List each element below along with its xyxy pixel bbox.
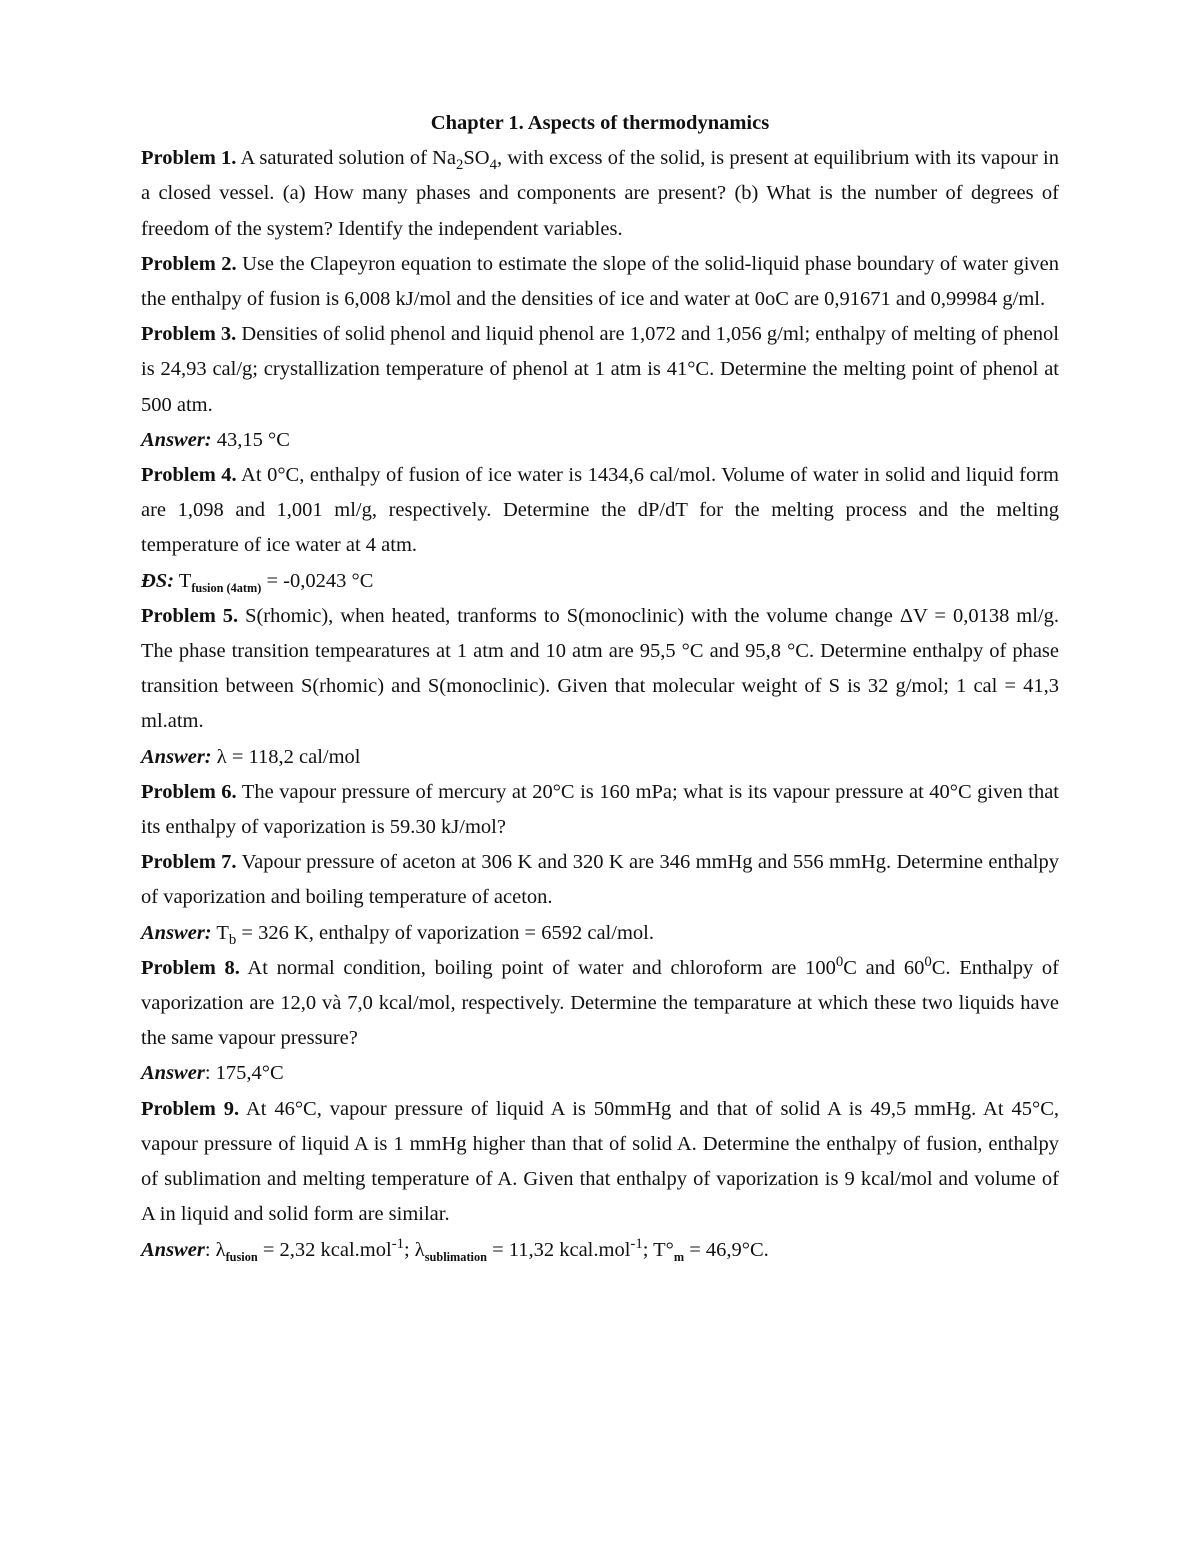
problem-2 [141, 247, 1059, 317]
answer-label: Answer: [141, 921, 212, 944]
answer-4: ĐS: $T_{fusion (4atm)} = -0,0243$ °C [141, 569, 374, 595]
problem-label: Problem 6. [141, 780, 237, 803]
problem-text: At 0°C, enthalpy of fusion of ice water is 1434,6 cal/mol. Volume of water in solid and liquid form are 1,098 and 1,001 ml/g, respectively. Determine the dP/dT for the melting process and the melting temperature of ice water at 4 atm. [141, 464, 1059, 557]
answer-label: Answer [141, 1238, 205, 1261]
problem-label: Problem 7. [141, 851, 237, 874]
problem-label: Problem 3. [141, 323, 237, 346]
problem-text: Use the Clapeyron equation to estimate the slope of the solid-liquid phase boundary of water given the enthalpy of fusion is 6,008 kJ/mol and the densities of ice and water at 0oC are 0,91671 and 0,99984 g/ml. [141, 252, 1059, 311]
answer-label: Answer [141, 1062, 205, 1085]
answer-text: 43,15 °C [211, 428, 290, 451]
answer-label: ĐS: [141, 569, 175, 592]
answer-3 [141, 423, 1059, 458]
problem-3 [141, 317, 1059, 423]
problem-4 [141, 458, 1059, 564]
problem-text: The vapour pressure of mercury at 20°C is 160 mPa; what is its vapour pressure at 40°C given that its enthalpy of vaporization is 59.30 kJ/mol? [141, 780, 1059, 839]
answer-text: λ = 118,2 cal/mol [211, 745, 361, 768]
answer-9: Answer: $\lambda_{fusion} = 2,32$ kcal.mol$^{-1}$; $\lambda_{sublimation} = 11,32$ kcal.mol$^{-1}$; $T^\circ_m = 46,9^\circ C$. [141, 1235, 769, 1264]
problem-6 [141, 775, 1059, 845]
problem-text: C. Enthalpy of vaporization are 12,0 và 7,0 kcal/mol, respectively. Determine the temparature at which these two liquids have the same vapour pressure? [141, 956, 1059, 1050]
problem-9 [141, 1092, 1059, 1233]
answer-text: : 175,4°C [204, 1062, 284, 1085]
answer-5 [141, 740, 1059, 775]
problem-label: Problem 1. [141, 147, 237, 170]
answer-8 [141, 1056, 1059, 1091]
problem-text: Densities of solid phenol and liquid phenol are 1,072 and 1,056 g/ml; enthalpy of melting of phenol is 24,93 cal/g; crystallization temperature of phenol at 1 atm is 41°C. Determine the melting point of phenol at 500 atm. [141, 323, 1059, 416]
problem-text: , with excess of the solid, is present at equilibrium with its vapour in a closed vessel. (a) How many phases and components are present? (b) What is the number of degrees of freedom of the system? Identify the independent variables. [141, 147, 1059, 240]
answer-label: Answer: [141, 745, 212, 768]
chapter-title: Chapter 1. Aspects of thermodynamics [430, 112, 770, 134]
problem-label: Problem 8. [141, 956, 240, 979]
document-page [141, 106, 1059, 1268]
problem-label: Problem 4. [141, 464, 237, 487]
answer-label: Answer: [141, 428, 212, 451]
problem-label: Problem 2. [141, 252, 237, 275]
answer-7: Answer: $T_b = 326$ K, enthalpy of vaporization = 6592 cal/mol. [141, 921, 654, 948]
problem-label: Problem 9. [141, 1097, 240, 1120]
problem-8: Problem 8. At normal condition, boiling point of water and chloroform are $100^0C$ and $60^0C$. Enthalpy of vaporization are 12,0 và 7,0 kcal/mol, respectively. Determine the temparature at which these two liquids have the same vapour pressure? [141, 954, 1059, 1050]
problem-5 [141, 599, 1059, 740]
problem-text: S(rhomic), when heated, tranforms to S(monoclinic) with the volume change ΔV = 0,0138 ml/g. The phase transition tempearatures at 1 atm and 10 atm are 95,5 °C and 95,8 °C. Determine enthalpy of phase transition between S(rhomic) and S(monoclinic). Given that molecular weight of S is 32 g/mol; 1 cal = 41,3 ml.atm. [141, 604, 1059, 733]
problem-text: Vapour pressure of aceton at 306 K and 320 K are 346 mmHg and 556 mmHg. Determine enthalpy of vaporization and boiling temperature of aceton. [141, 851, 1059, 909]
problem-text: At 46°C, vapour pressure of liquid A is 50mmHg and that of solid A is 49,5 mmHg. At 45°C, vapour pressure of liquid A is 1 mmHg higher than that of solid A. Determine the enthalpy of fusion, enthalpy of sublimation and melting temperature of A. Given that enthalpy of vaporization is 9 kcal/mol and volume of A in liquid and solid form are similar. [141, 1097, 1059, 1226]
problem-label: Problem 5. [141, 604, 239, 627]
problem-7 [141, 845, 1059, 915]
problem-1: Problem 1. A saturated solution of $Na_2SO_4$, with excess of the solid, is present at equilibrium with its vapour in a closed vessel. (a) How many phases and components are present? (b) What is the number of degrees of freedom of the system? Identify the independent variables. [141, 147, 1059, 240]
